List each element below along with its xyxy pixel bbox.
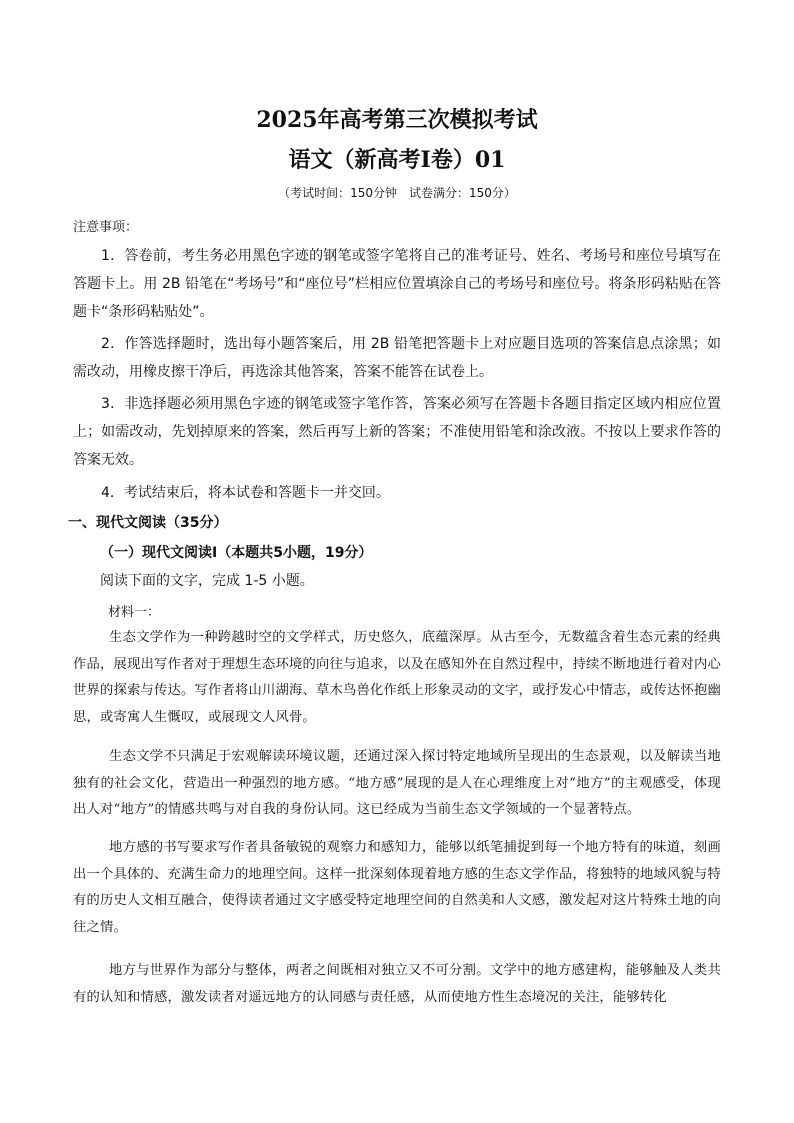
notice-item-4: 4．考试结束后，将本试卷和答题卡一并交回。 xyxy=(101,485,390,501)
notice-item-2: 2．作答选择题时，选出每小题答案后，用 2B 铅笔把答题卡上对应题目选项的答案信息点涂黑；如需改动，用橡皮擦干净后，再选涂其他答案，答案不能答在试卷上。 xyxy=(73,336,721,380)
notice-item-1: 1．答卷前，考生务必用黑色字迹的钢笔或签字笔将自己的准考证号、姓名、考场号和座位号填写在答题卡上。用 2B 铅笔在“考场号”和“座位号”栏相应位置填涂自己的考场号和座位号。将条形码粘贴在答题卡“条形码粘贴处”。 xyxy=(73,248,721,320)
notice-item-3: 3．非选择题必须用黑色字迹的钢笔或签字笔作答，答案必须写在答题卡各题目指定区域内相应位置上；如需改动，先划掉原来的答案，然后再写上新的答案；不准使用铅笔和涂改液。不按以上要求作答的答案无效。 xyxy=(73,396,721,468)
passage-paragraph-3: 地方感的书写要求写作者具备敏锐的观察力和感知力，能够以纸笔捕捉到每一个地方特有的味道，刻画出一个具体的、充满生命力的地理空间。这样一批深刻体现着地方感的生态文学作品，将独特的地域风貌与特有的历史人文相互融合，使得读者通过文字感受特定地理空间的自然美和人文感，激发起对这片特殊土地的向往之情。 xyxy=(73,840,721,935)
exam-subtitle: 语文（新高考Ⅰ卷）01 xyxy=(288,147,506,173)
section-heading: 一、现代文阅读（35分） xyxy=(68,515,228,531)
material-label: 材料一： xyxy=(108,605,161,620)
section-subheading: （一）现代文阅读Ⅰ（本题共5小题，19分） xyxy=(100,545,373,561)
passage-paragraph-2: 生态文学不只满足于宏观解读环境议题，还通过深入探讨特定地域所呈现出的生态景观，以及解读当地独有的社会文化，营造出一种强烈的地方感。“地方感”展现的是人在心理维度上对“地方”的主观感受，体现出人对“地方”的情感共鸣与对自我的身份认同。这已经成为当前生态文学领域的一个显著特点。 xyxy=(73,749,721,817)
passage-paragraph-4: 地方与世界作为部分与整体，两者之间既相对独立又不可分割。文学中的地方感建构，能够触及人类共有的认知和情感，激发读者对遥远地方的认同感与责任感，从而使地方性生态境况的关注，能够转化 xyxy=(73,963,721,1005)
reading-instruction: 阅读下面的文字，完成 1-5 小题。 xyxy=(100,573,314,589)
exam-title: 2025年高考第三次模拟考试 xyxy=(256,107,538,133)
passage-paragraph-1: 生态文学作为一种跨越时空的文学样式，历史悠久，底蕴深厚。从古至今，无数蕴含着生态元素的经典作品，展现出写作者对于理想生态环境的向往与追求，以及在感知外在自然过程中，持续不断地进行着对内心世界的探索与传达。写作者将山川湖海、草木鸟兽化作纸上形象灵动的文字，或抒发心中情志，或传达怀抱幽思，或寄寓人生慨叹，或展现文人风骨。 xyxy=(73,630,721,725)
exam-time-info: （考试时间：150分钟 试卷满分：150分） xyxy=(278,186,516,200)
notice-label: 注意事项： xyxy=(73,220,139,235)
